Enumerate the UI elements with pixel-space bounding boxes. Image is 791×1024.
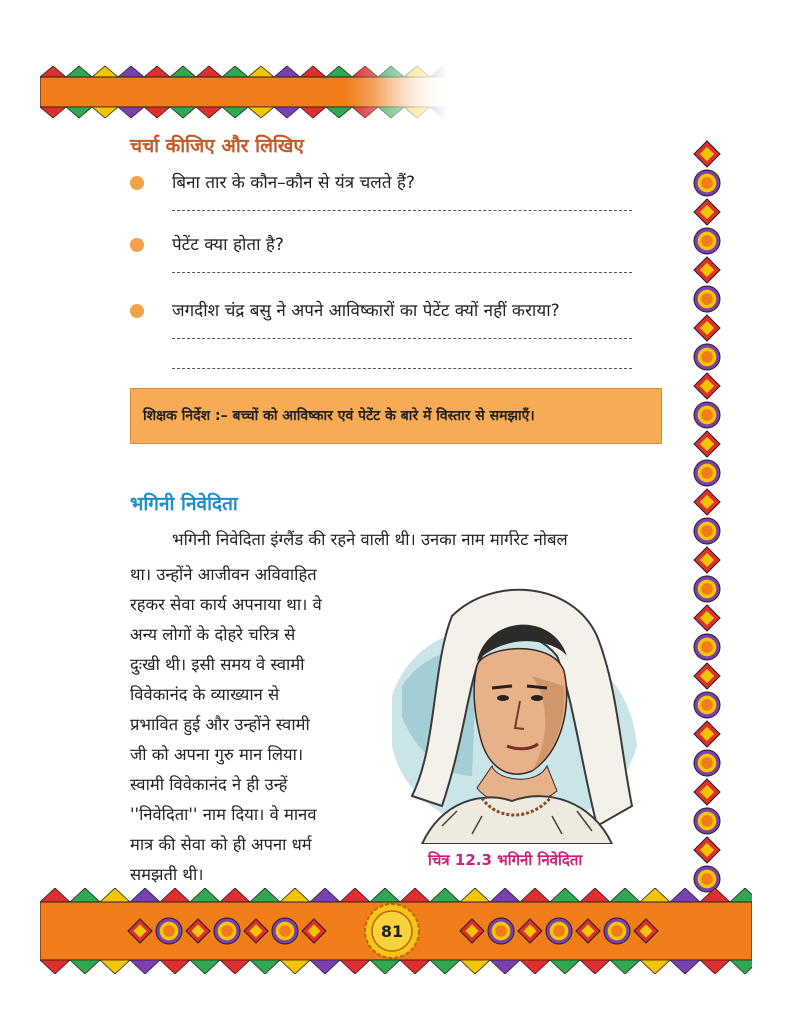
triangle-motif bbox=[550, 888, 580, 902]
triangle-motif bbox=[100, 960, 130, 974]
ring-motif-core bbox=[701, 351, 713, 363]
triangle-motif bbox=[400, 960, 430, 974]
triangle-motif bbox=[160, 960, 190, 974]
paragraph-line: अन्य लोगों के दोहरे चरित्र से bbox=[130, 625, 296, 644]
ring-motif-core bbox=[701, 757, 713, 769]
triangle-motif bbox=[700, 888, 730, 902]
question-item bbox=[130, 298, 650, 378]
triangle-motif bbox=[490, 888, 520, 902]
triangle-motif bbox=[70, 960, 100, 974]
triangle-motif bbox=[550, 960, 580, 974]
ring-motif-core bbox=[701, 467, 713, 479]
triangle-motif bbox=[370, 888, 400, 902]
paragraph-line: भगिनी निवेदिता इंग्लैंड की रहने वाली थी। उनका नाम मार्गरेट नोबल bbox=[172, 530, 568, 549]
triangle-motif bbox=[190, 888, 220, 902]
nivedita-heading: भगिनी निवेदिता bbox=[130, 493, 238, 515]
bullet-icon bbox=[130, 176, 144, 190]
paragraph-line: था। उन्होंने आजीवन अविवाहित bbox=[130, 565, 317, 584]
bullet-icon bbox=[130, 238, 144, 252]
triangle-motif bbox=[520, 960, 550, 974]
triangle-motif bbox=[250, 960, 280, 974]
ring-motif-core bbox=[701, 699, 713, 711]
triangle-motif bbox=[370, 960, 400, 974]
figure-caption: चित्र 12.3 भगिनी निवेदिता bbox=[428, 851, 583, 869]
triangle-motif bbox=[640, 888, 670, 902]
triangle-motif bbox=[70, 888, 100, 902]
triangle-motif bbox=[460, 888, 490, 902]
answer-line[interactable] bbox=[172, 338, 632, 339]
ring-motif-core bbox=[279, 925, 291, 937]
paragraph-line: स्वामी विवेकानंद ने ही उन्हें bbox=[130, 775, 288, 794]
triangle-motif bbox=[130, 960, 160, 974]
top-decorative-band bbox=[40, 66, 448, 118]
triangle-motif bbox=[40, 960, 70, 974]
ring-motif-core bbox=[701, 873, 713, 885]
triangle-motif bbox=[460, 960, 490, 974]
question-text: पेटेंट क्या होता है? bbox=[172, 235, 284, 255]
triangle-motif bbox=[520, 888, 550, 902]
ring-motif-core bbox=[611, 925, 623, 937]
ring-motif-core bbox=[163, 925, 175, 937]
triangle-motif bbox=[40, 888, 70, 902]
question-item bbox=[130, 170, 650, 220]
ring-motif-core bbox=[553, 925, 565, 937]
question-item bbox=[130, 232, 650, 282]
paragraph-line: मात्र की सेवा को ही अपना धर्म bbox=[130, 835, 312, 854]
triangle-motif bbox=[610, 960, 640, 974]
nivedita-portrait-image bbox=[382, 576, 644, 844]
triangle-motif bbox=[640, 960, 670, 974]
answer-line[interactable] bbox=[172, 368, 632, 369]
page-number: 81 bbox=[380, 922, 404, 941]
triangle-motif bbox=[670, 960, 700, 974]
paragraph-line: विवेकानंद के व्याख्यान से bbox=[130, 685, 280, 704]
paragraph-line: प्रभावित हुई और उन्होंने स्वामी bbox=[130, 715, 310, 734]
triangle-motif bbox=[280, 888, 310, 902]
triangle-motif bbox=[340, 888, 370, 902]
ring-motif-core bbox=[701, 409, 713, 421]
ring-motif-core bbox=[701, 235, 713, 247]
triangle-motif bbox=[310, 888, 340, 902]
triangle-motif bbox=[190, 960, 220, 974]
triangle-motif bbox=[220, 960, 250, 974]
ring-motif-core bbox=[701, 525, 713, 537]
teacher-note-text: शिक्षक निर्देश :– बच्चों को आविष्कार एवं पेटेंट के बारे में विस्तार से समझाएँ। bbox=[143, 408, 535, 424]
paragraph-line: ''निवेदिता'' नाम दिया। वे मानव bbox=[130, 805, 317, 824]
triangle-motif bbox=[580, 960, 610, 974]
ring-motif-core bbox=[701, 177, 713, 189]
ring-motif-core bbox=[221, 925, 233, 937]
side-decorative-border bbox=[690, 140, 724, 900]
triangle-motif bbox=[730, 888, 752, 902]
teacher-note-box bbox=[130, 388, 662, 444]
triangle-motif bbox=[580, 888, 610, 902]
paragraph-line: रहकर सेवा कार्य अपनाया था। वे bbox=[130, 595, 322, 614]
paragraph-line: दुःखी थी। इसी समय वे स्वामी bbox=[130, 655, 305, 674]
ring-motif-core bbox=[701, 815, 713, 827]
answer-line[interactable] bbox=[172, 272, 632, 273]
triangle-motif bbox=[250, 888, 280, 902]
paragraph-line: जी को अपना गुरु मान लिया। bbox=[130, 745, 304, 764]
ring-motif-core bbox=[701, 583, 713, 595]
paragraph-line: समझती थी। bbox=[130, 865, 204, 884]
triangle-motif bbox=[220, 888, 250, 902]
triangle-motif bbox=[430, 888, 460, 902]
triangle-motif bbox=[280, 960, 310, 974]
triangle-motif bbox=[610, 888, 640, 902]
question-text: जगदीश चंद्र बसु ने अपने आविष्कारों का पेटेंट क्यों नहीं कराया? bbox=[172, 301, 560, 321]
triangle-motif bbox=[340, 960, 370, 974]
triangle-motif bbox=[160, 888, 190, 902]
ring-motif-core bbox=[701, 641, 713, 653]
triangle-motif bbox=[490, 960, 520, 974]
answer-line[interactable] bbox=[172, 210, 632, 211]
discuss-heading: चर्चा कीजिए और लिखिए bbox=[130, 135, 304, 157]
bullet-icon bbox=[130, 304, 144, 318]
ring-motif-core bbox=[495, 925, 507, 937]
triangle-motif bbox=[670, 888, 700, 902]
question-text: बिना तार के कौन–कौन से यंत्र चलते हैं? bbox=[172, 173, 415, 193]
ring-motif-core bbox=[701, 293, 713, 305]
triangle-motif bbox=[700, 960, 730, 974]
triangle-motif bbox=[100, 888, 130, 902]
triangle-motif bbox=[430, 960, 460, 974]
triangle-motif bbox=[730, 960, 752, 974]
triangle-motif bbox=[400, 888, 430, 902]
triangle-motif bbox=[130, 888, 160, 902]
triangle-motif bbox=[310, 960, 340, 974]
